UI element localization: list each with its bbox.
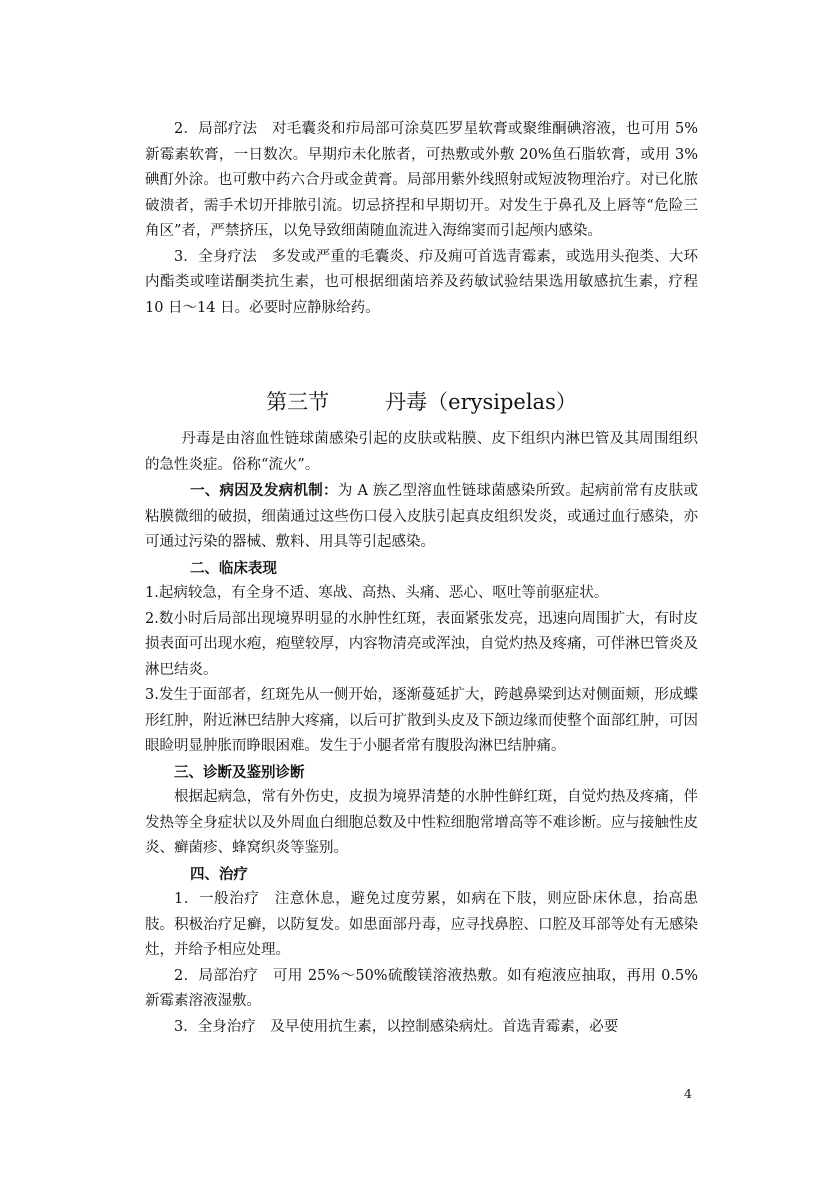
diagnosis-text: 根据起病急，常有外伤史，皮损为境界清楚的水肿性鲜红斑，自觉灼热及疼痛，伴发热等全身症状以及外周血白细胞总数及中性粒细胞常增高等不难诊断。应与接触性皮炎、癣菌疹、蜂窝织炎等鉴别。: [145, 789, 698, 856]
treatment-general: 1．一般治疗 注意休息，避免过度劳累，如病在下肢，则应卧床休息，抬高患肢。积极治疗足癣，以防复发。如患面部丹毒，应寻找鼻腔、口腔及耳部等处有无感染灶，并给予相应处理。: [145, 891, 698, 958]
clinical-heading: 二、临床表现: [189, 559, 277, 577]
etiology-paragraph: [145, 478, 698, 556]
clinical-item-1: 1.起病较急，有全身不适、寒战、高热、头痛、恶心、呕吐等前驱症状。: [145, 585, 609, 601]
paragraph-systemic-therapy: 3．全身疗法 多发或严重的毛囊炎、疖及痈可首选青霉素，或选用头孢类、大环内酯类或喹诺酮类抗生素，也可根据细菌培养及药敏试验结果选用敏感抗生素，疗程 10 日～14 日。必要时应静脉给药。: [145, 248, 698, 316]
treatment-heading: 四、治疗: [189, 865, 248, 883]
etiology-heading: 一、病因及发病机制：: [189, 482, 338, 499]
diagnosis-heading: 三、诊断及鉴别诊断: [174, 763, 305, 781]
page-number: 4: [684, 1086, 692, 1101]
page-content: [145, 117, 698, 1040]
section-intro: 丹毒是由溶血性链球菌感染引起的皮肤或粘膜、皮下组织内淋巴管及其周围组织的急性炎症。俗称“流火”。: [145, 431, 698, 473]
clinical-item-2: 2.数小时后局部出现境界明显的水肿性红斑，表面紧张发亮，迅速向周围扩大，有时皮损表面可出现水疱，疱壁较厚，内容物清亮或浑浊，自觉灼热及疼痛，可伴淋巴管炎及淋巴结炎。: [145, 610, 698, 678]
clinical-item-3: 3.发生于面部者，红斑先从一侧开始，逐渐蔓延扩大，跨越鼻梁到达对侧面颊，形成蝶形红肿，附近淋巴结肿大疼痛，以后可扩散到头皮及下颌边缘而使整个面部红肿，可因眼睑明显肿胀而睁眼困难。发生于小腿者常有腹股沟淋巴结肿痛。: [145, 687, 698, 754]
treatment-systemic: 3．全身治疗 及早使用抗生素，以控制感染病灶。首选青霉素，必要: [174, 1018, 619, 1035]
section-name: 丹毒（erysipelas）: [385, 390, 577, 414]
section-title: [145, 387, 698, 417]
section-number: 第三节: [266, 390, 330, 414]
treatment-local: 2．局部治疗 可用 25%～50%硫酸镁溶液热敷。如有疱液应抽取，再用 0.5%新霉素溶液湿敷。: [145, 967, 698, 1009]
etiology-text: 为 A 族乙型溶血性链球菌感染所致。起病前常有皮肤或粘膜微细的破损，细菌通过这些伤口侵入皮肤引起真皮组织发炎，或通过血行感染，亦可通过污染的器械、敷料、用具等引起感染。: [145, 483, 698, 550]
paragraph-local-therapy: 2．局部疗法 对毛囊炎和疖局部可涂莫匹罗星软膏或聚维酮碘溶液，也可用 5%新霉素软膏，一日数次。早期疖未化脓者，可热敷或外敷 20%鱼石脂软膏，或用 3%碘酊外涂。也可敷中药六合丹或金黄膏。局部用紫外线照射或短波物理治疗。对已化脓破溃者，需手术切开排脓引流。切忌挤捏和早期切开。对发生于鼻孔及上唇等“危险三角区”者，严禁挤压，以免导致细菌随血流进入海绵窦而引起颅内感染。: [145, 121, 698, 239]
